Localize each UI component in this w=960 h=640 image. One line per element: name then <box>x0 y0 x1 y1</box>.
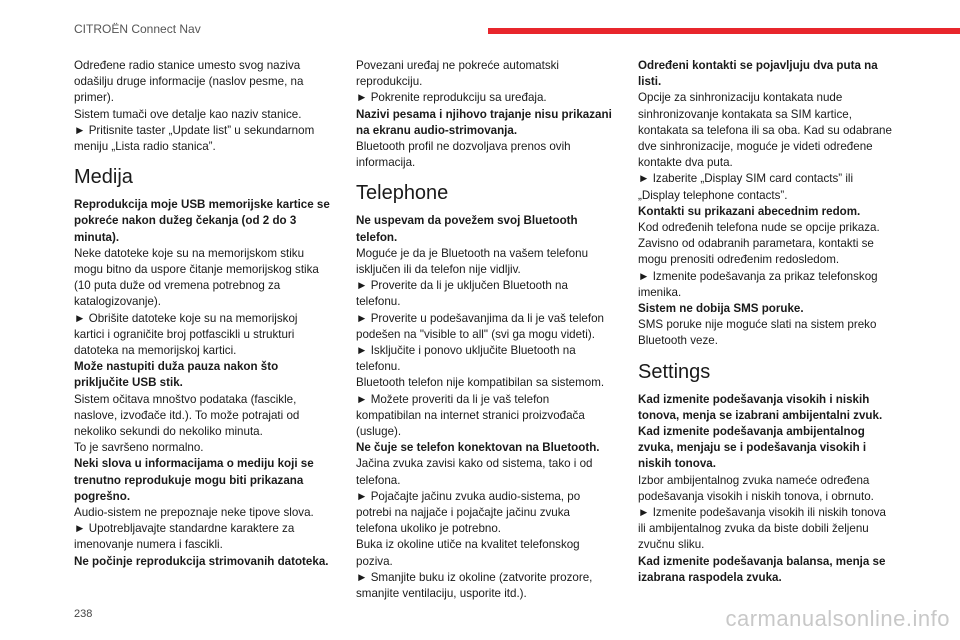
paragraph: ► Pritisnite taster „Update list” u sekundarnom meniju „Lista radio stanica”. <box>74 123 315 154</box>
paragraph: Audio-sistem ne prepoznaje neke tipove slova. <box>74 506 314 520</box>
paragraph: ► Isključite i ponovo uključite Bluetooth na telefonu. <box>356 344 576 374</box>
section-heading: Medija <box>74 166 133 189</box>
watermark: carmanualsonline.info <box>725 606 950 631</box>
paragraph: Opcije za sinhronizaciju kontakata nude sinhronizovanje kontakata sa SIM kartice, kontakata sa telefona ili sa oba. Kad su odabrane dve sinhronizacije, moguće je videti određene kontakte dva puta. <box>638 91 892 170</box>
text-column-1 <box>74 58 330 570</box>
question-heading: Sistem ne dobija SMS poruke. <box>638 302 804 316</box>
question-heading: Kad izmenite podešavanja balansa, menja se izabrana raspodela zvuka. <box>638 554 886 584</box>
paragraph: ► Pokrenite reprodukciju sa uređaja. <box>356 91 547 105</box>
paragraph: Kod određenih telefona nude se opcije prikaza. Zavisno od odabranih parametara, kontakti se mogu prenositi određenim redosledom. <box>638 221 880 267</box>
paragraph: ► Pojačajte jačinu zvuka audio-sistema, po potrebi na najjače i pojačajte jačinu zvuka telefona ukoliko je potrebno. <box>356 489 581 536</box>
question-heading: Ne čuje se telefon konektovan na Bluetooth. <box>356 441 600 455</box>
question-heading: Kontakti su prikazani abecednim redom. <box>638 204 861 218</box>
text-column-2 <box>356 58 612 602</box>
question-heading: Kad izmenite podešavanja visokih i niskih tonova, menja se izabrani ambijentalni zvuk. <box>638 392 883 422</box>
paragraph: Sistem očitava mnoštvo podataka (fascikle, naslove, izvođače itd.). To može potrajati od nekoliko sekundi do nekoliko minuta. <box>74 392 300 439</box>
paragraph: ► Izmenite podešavanja za prikaz telefonskog imenika. <box>638 269 878 299</box>
paragraph: Sistem tumači ove detalje kao naziv stanice. <box>74 107 302 121</box>
page-number: 238 <box>74 608 93 620</box>
paragraph: Bluetooth profil ne dozvoljava prenos ovih informacija. <box>356 140 571 170</box>
question-heading: Kad izmenite podešavanja ambijentalnog zvuka, menjaju se i podešavanja visokih i niskih tonova. <box>638 425 867 471</box>
paragraph: ► Upotrebljavajte standardne karaktere za imenovanje numera i fascikli. <box>74 522 295 552</box>
question-heading: Ne uspevam da povežem svoj Bluetooth telefon. <box>356 214 578 244</box>
paragraph: ► Možete proveriti da li je vaš telefon kompatibilan na internet stranici proizvođača (usluge). <box>356 392 585 439</box>
paragraph: Moguće je da je Bluetooth na vašem telefonu isključen ili da telefon nije vidljiv. <box>356 246 589 277</box>
header-accent-bar <box>488 28 960 34</box>
question-heading: Ne počinje reprodukcija strimovanih datoteka. <box>74 554 329 568</box>
paragraph: Jačina zvuka zavisi kako od sistema, tako i od telefona. <box>356 457 593 487</box>
paragraph: ► Izmenite podešavanja visokih ili niskih tonova ili ambijentalnog zvuka da biste dobili željenu zvučnu sliku. <box>638 506 886 552</box>
section-heading: Settings <box>638 360 711 383</box>
paragraph: ► Proverite da li je uključen Bluetooth na telefonu. <box>356 279 568 309</box>
paragraph: SMS poruke nije moguće slati na sistem preko Bluetooth veze. <box>638 318 877 348</box>
paragraph: Određene radio stanice umesto svog naziva odašilju druge informacije (naslov pesme, na primer). <box>74 59 304 105</box>
paragraph: ► Smanjite buku iz okoline (zatvorite prozore, smanjite ventilaciju, usporite itd.). <box>356 570 593 601</box>
question-heading: Nazivi pesama i njihovo trajanje nisu prikazani na ekranu audio-strimovanja. <box>356 107 612 137</box>
question-heading: Neki slova u informacijama o mediju koji se trenutno reprodukuje mogu biti prikazana pogrešno. <box>74 457 314 503</box>
paragraph: Bluetooth telefon nije kompatibilan sa sistemom. <box>356 376 605 390</box>
paragraph: ► Proverite u podešavanjima da li je vaš telefon podešen na "visible to all" (svi ga mogu videti). <box>356 311 604 341</box>
paragraph: ► Izaberite „Display SIM card contacts” ili „Display telephone contacts”. <box>638 172 854 202</box>
question-heading: Reprodukcija moje USB memorijske kartice se pokreće nakon dužeg čekanja (od 2 do 3 minuta). <box>74 198 330 244</box>
paragraph: Povezani uređaj ne pokreće automatski reprodukciju. <box>356 59 560 89</box>
question-heading: Određeni kontakti se pojavljuju dva puta na listi. <box>638 59 878 89</box>
text-column-3 <box>638 58 894 586</box>
paragraph: ► Obrišite datoteke koje su na memorijskoj kartici i ograničite broj potfascikli u strukturi datoteka na memorijskoj kartici. <box>74 311 298 358</box>
paragraph: Buka iz okoline utiče na kvalitet telefonskog poziva. <box>356 538 580 568</box>
section-heading: Telephone <box>356 182 449 205</box>
paragraph: To je savršeno normalno. <box>74 441 204 455</box>
paragraph: Neke datoteke koje su na memorijskom stiku mogu bitno da uspore čitanje memorijskog stika (10 puta duže od vremena potrebnog za katalogizovanje). <box>74 246 319 309</box>
question-heading: Može nastupiti duža pauza nakon što priključite USB stik. <box>74 360 279 390</box>
header-title: CITROËN Connect Nav <box>74 22 201 36</box>
paragraph: Izbor ambijentalnog zvuka nameće određena podešavanja visokih i niskih tonova, i obrnuto. <box>638 473 874 503</box>
